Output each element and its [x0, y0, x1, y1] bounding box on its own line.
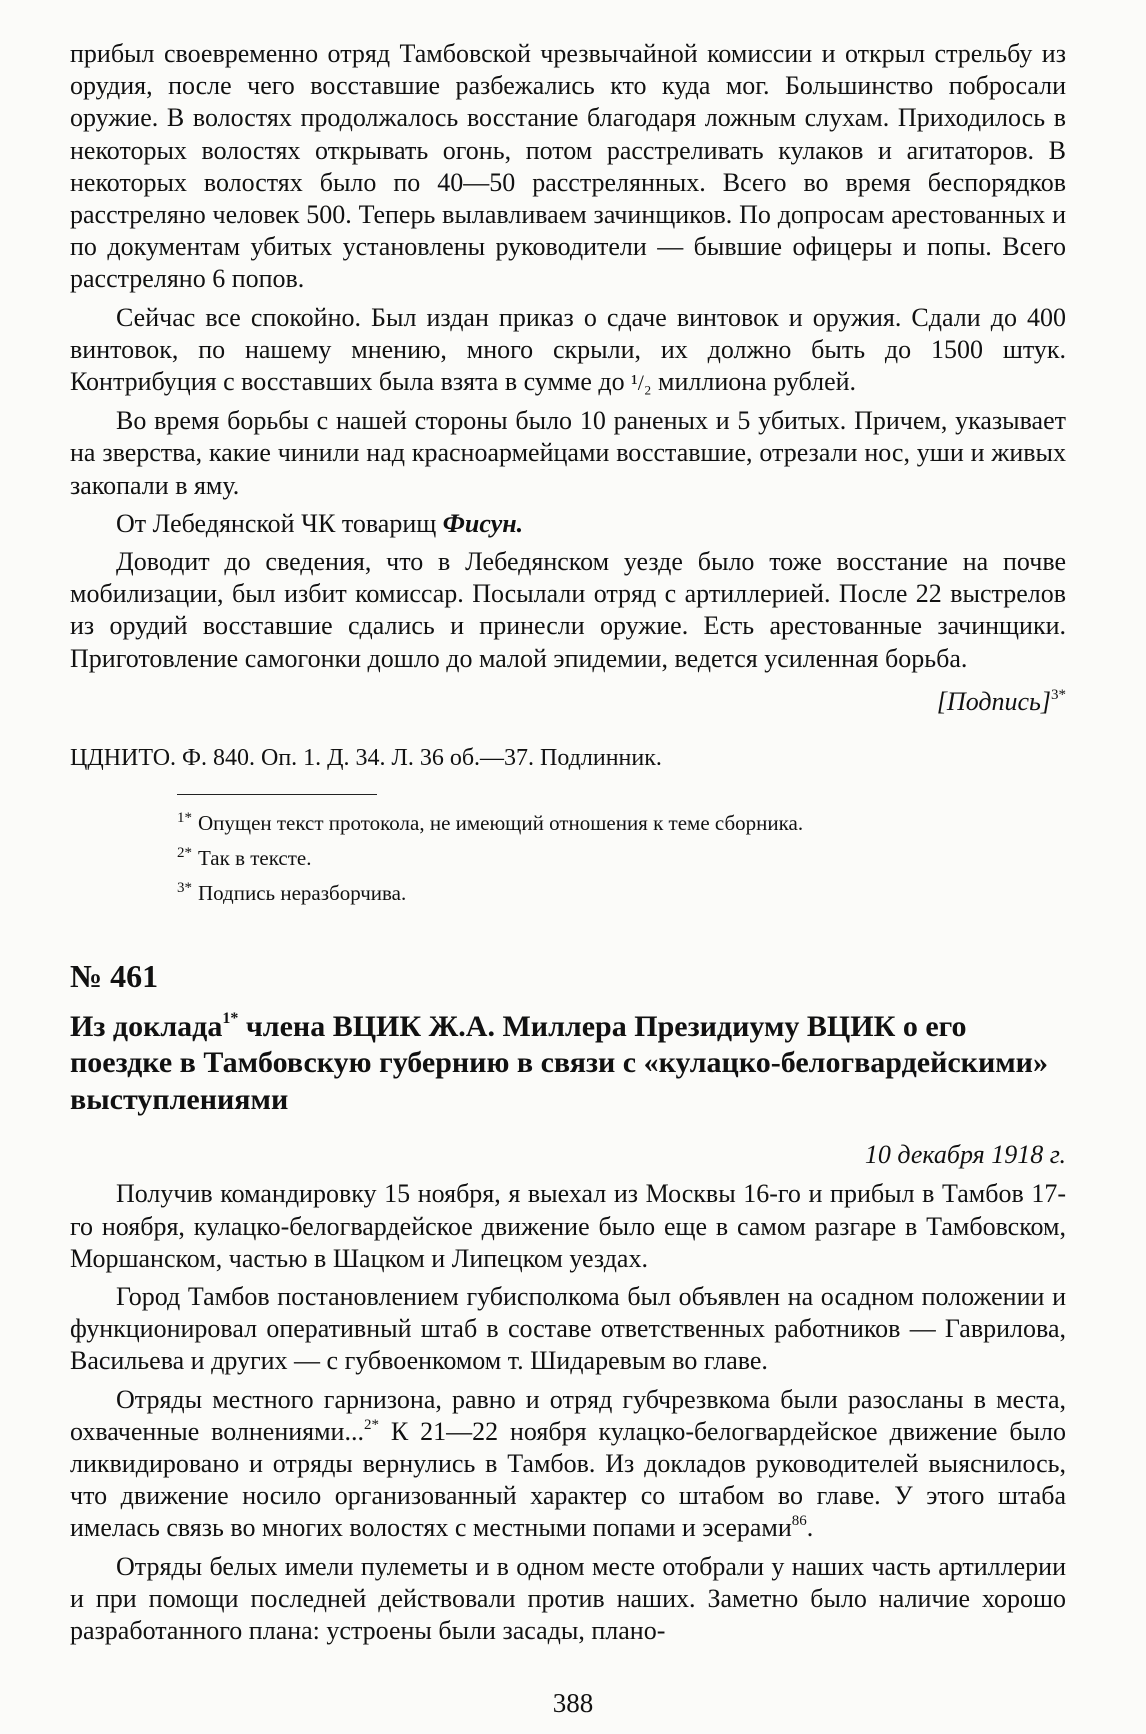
- footnote-mark: 2*: [177, 844, 192, 861]
- title-footnote-mark: 1*: [222, 1009, 239, 1027]
- paragraph-lebedyan-report: Доводит до сведения, что в Лебедянском уезде было тоже восстание на почве мобилизации, был избит комиссар. Посылали отряд с артиллерией. После 22 выстрелов из орудий восставшие сдались и принесли оружие. Есть арестованные зачинщики. Приготовление самогонки дошло до малой эпидемии, ведется усиленная борьба.: [70, 547, 1066, 673]
- footnote-item: [177, 838, 1066, 873]
- endnote-mark: 86: [791, 1513, 807, 1530]
- footnote-mark: 1*: [177, 809, 192, 826]
- paragraph-casualties: Во время борьбы с нашей стороны было 10 раненых и 5 убитых. Причем, указывает на зверства, какие чинили над красноармейцами восставшие, отрезали нос, уши и живых закопали в яму.: [70, 406, 1066, 500]
- footnote-item: [177, 803, 1066, 838]
- paragraph-trip: Получив командировку 15 ноября, я выехал из Москвы 16-го и прибыл в Тамбов 17-го ноября, кулацко-белогвардейское движение было еще в самом разгаре в Тамбовском, Моршанском, частью в Шацком и Липецком уездах.: [70, 1179, 1066, 1273]
- document-title-part2: члена ВЦИК Ж.А. Миллера Президиуму ВЦИК о его поездке в Тамбовскую губернию в связи с «кулацко-белогвардейскими» выступлениями: [70, 1009, 1048, 1116]
- paragraph-detachments: Отряды местного гарнизона, равно и отряд губчрезвкома были разосланы в места, охваченные волнениями...$^{2*}$ К 21—22 ноября кулацко-белогвардейское движение было ликвидировано и отряды вернулись в Тамбов. Из докладов руководителей выяснилось, что движение носило организованный характер со штабом во главе. У этого штаба имелась связь во многих волостях с местными попами и эсерами$^{86}$.: [70, 1384, 1067, 1543]
- speaker-name: Фисун.: [442, 508, 524, 538]
- archive-reference: ЦДНИТО. Ф. 840. Оп. 1. Д. 34. Л. 36 об.—37. Подлинник.: [70, 744, 662, 771]
- omission-footnote-mark: 2*: [363, 1416, 379, 1433]
- document-number: № 461: [70, 957, 159, 994]
- paragraph-rifles-end: миллиона рублей.: [658, 367, 857, 397]
- footnote-text: Подпись неразборчива.: [198, 880, 407, 905]
- paragraph-siege: Город Тамбов постановлением губисполкома был объявлен на осадном положении и функционировал оперативный штаб в составе ответственных работников — Гаврилова, Васильева и других — с губвоенкомом т. Шидаревым во главе.: [70, 1281, 1066, 1376]
- paragraph-lebedyan-cheka: [70, 508, 1066, 540]
- paragraph-rifles: [70, 302, 1066, 400]
- document-title-part1: Из доклада: [70, 1009, 223, 1043]
- detachments-text-end: К 21—22 ноября кулацко-белогвардейское движение было ликвидировано и отряды вернулись в Тамбов. Из докладов руководителей выяснилось, что движение носило организованный характер со штабом во главе. У этого штаба имелась связь во многих волостях с местными попами и эсерами: [70, 1416, 1067, 1543]
- page-number: 388: [552, 1688, 594, 1718]
- detachments-text-start: Отряды местного гарнизона, равно и отряд губчрезвкома были разосланы в места, охваченные волнениями...: [70, 1384, 1066, 1446]
- document-title: [70, 1009, 1066, 1119]
- footnote-text: Так в тексте.: [198, 845, 312, 870]
- fraction-one-half: ¹/₂: [631, 370, 652, 396]
- footnote-divider: [177, 794, 377, 795]
- lebedyan-cheka-label: От Лебедянской ЧК товарищ: [116, 508, 437, 538]
- signature: [70, 687, 1066, 717]
- footnote-mark: 3*: [177, 879, 192, 896]
- paragraph-continuation: прибыл своевременно отряд Тамбовской чрезвычайной комиссии и открыл стрельбу из орудия, после чего восставшие разбежались кто куда мог. Большинство побросали оружие. В волостях продолжалось восстание благодаря ложным слухам. Приходилось в некоторых волостях открывать огонь, потом расстреливать кулаков и агитаторов. В некоторых волостях было по 40—50 расстрелянных. Всего во время беспорядков расстреляно человек 500. Теперь вылавливаем зачинщиков. По допросам арестованных и по документам убитых установлены руководители — бывшие офицеры и попы. Всего расстреляно 6 попов.: [70, 39, 1066, 294]
- footnotes: [177, 803, 1066, 908]
- document-date: 10 декабря 1918 г.: [864, 1140, 1066, 1170]
- signature-text: [Подпись]: [936, 686, 1051, 716]
- paragraph-white-detachments: Отряды белых имели пулеметы и в одном месте отобрали у наших часть артиллерии и при помощи последней действовали против наших. Заметно было наличие хорошо разработанного плана: устроены были засады, плано-: [70, 1551, 1066, 1645]
- paragraph-rifles-text: Сейчас все спокойно. Был издан приказ о сдаче винтовок и оружия. Сдали до 400 винтовок, по нашему мнению, много скрыли, их должно быть до 1500 штук. Контрибуция с восставших была взята в сумме до: [70, 302, 1066, 397]
- signature-footnote-mark: 3*: [1051, 686, 1066, 703]
- footnote-text: Опущен текст протокола, не имеющий отношения к теме сборника.: [198, 810, 804, 835]
- footnote-item: [177, 873, 1066, 908]
